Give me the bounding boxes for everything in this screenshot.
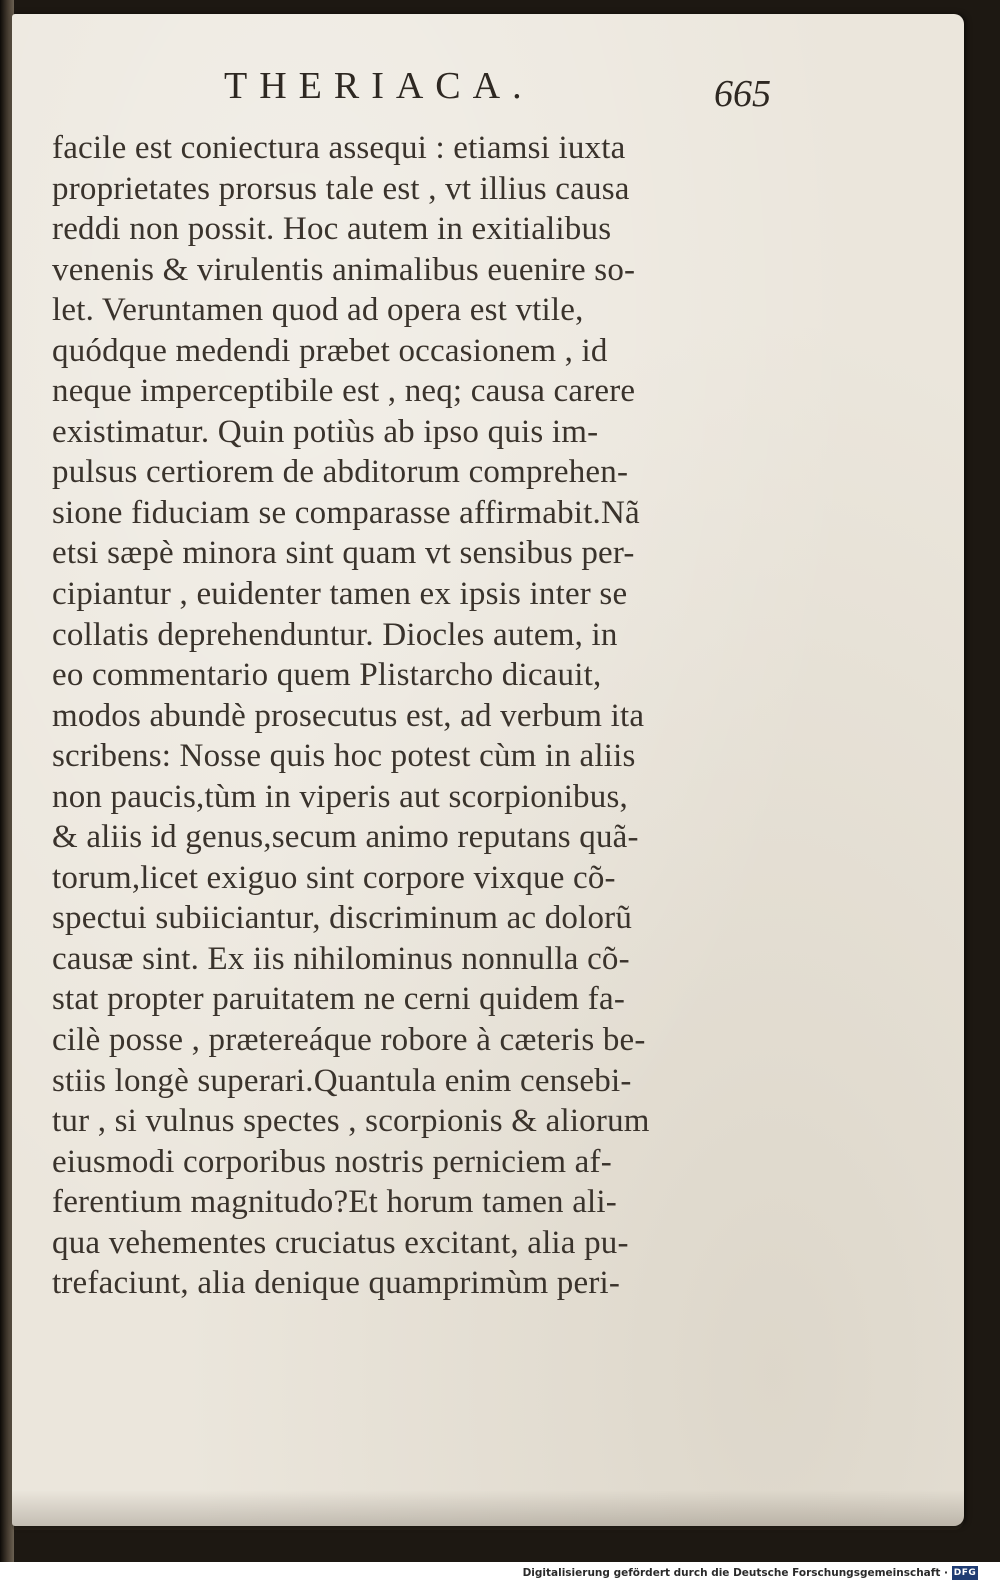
page-number: 665: [714, 73, 771, 115]
text-line: collatis deprehenduntur. Diocles autem, in: [52, 616, 618, 653]
digitization-credit: Digitalisierung gefördert durch die Deutsche Forschungsgemeinschaft ·: [522, 1567, 948, 1579]
page-bottom-edge: [12, 1490, 964, 1530]
text-line: reddi non possit. Hoc autem in exitialibus: [52, 211, 612, 248]
text-line: neque imperceptibile est , neq; causa carere: [52, 373, 636, 410]
text-line: eo commentario quem Plistarcho dicauit,: [52, 657, 602, 694]
text-line: spectui subiiciantur, discriminum ac dolorũ: [52, 900, 633, 937]
text-line: facile est coniectura assequi : etiamsi iuxta: [52, 130, 626, 166]
text-line: trefaciunt, alia denique quamprimùm peri-: [52, 1265, 621, 1302]
text-line: sione fiduciam se comparasse affirmabit.Nã: [52, 494, 640, 531]
text-line: torum,licet exiguo sint corpore vixque cõ-: [52, 859, 616, 896]
text-line: proprietates prorsus tale est , vt illius causa: [52, 170, 630, 207]
text-line: non paucis,tùm in viperis aut scorpionibus,: [52, 778, 628, 815]
text-line: qua vehementes cruciatus excitant, alia pu-: [52, 1224, 629, 1261]
text-line: causæ sint. Ex iis nihilominus nonnulla cõ-: [52, 940, 630, 977]
text-line: existimatur. Quin potiùs ab ipso quis im-: [52, 413, 599, 450]
text-line: stat propter paruitatem ne cerni quidem fa-: [52, 981, 626, 1018]
text-line: ferentium magnitudo?Et horum tamen ali-: [52, 1184, 617, 1221]
body-text: [52, 128, 782, 1304]
text-line: stiis longè superari.Quantula enim censebi-: [52, 1062, 632, 1099]
text-line: tur , si vulnus spectes , scorpionis & aliorum: [52, 1103, 650, 1140]
text-line: scribens: Nosse quis hoc potest cùm in aliis: [52, 738, 636, 775]
text-line: venenis & virulentis animalibus euenire so-: [52, 251, 636, 288]
dfg-logo: DFG: [953, 1568, 977, 1578]
text-line: modos abundè prosecutus est, ad verbum ita: [52, 697, 645, 734]
text-line: let. Veruntamen quod ad opera est vtile,: [52, 292, 584, 329]
text-line: pulsus certiorem de abditorum comprehen-: [52, 454, 629, 491]
text-line: cipiantur , euidenter tamen ex ipsis inter se: [52, 576, 628, 613]
text-line: cilè posse , prætereáque robore à cæteris be-: [52, 1022, 646, 1059]
text-line: & aliis id genus,secum animo reputans quã-: [52, 819, 639, 856]
footer-bar: [0, 1562, 1000, 1587]
text-line: eiusmodi corporibus nostris perniciem af-: [52, 1143, 612, 1180]
text-line: quódque medendi præbet occasionem , id: [52, 332, 608, 369]
running-head: THERIACA.: [224, 65, 534, 107]
text-line: etsi sæpè minora sint quam vt sensibus per-: [52, 535, 635, 572]
